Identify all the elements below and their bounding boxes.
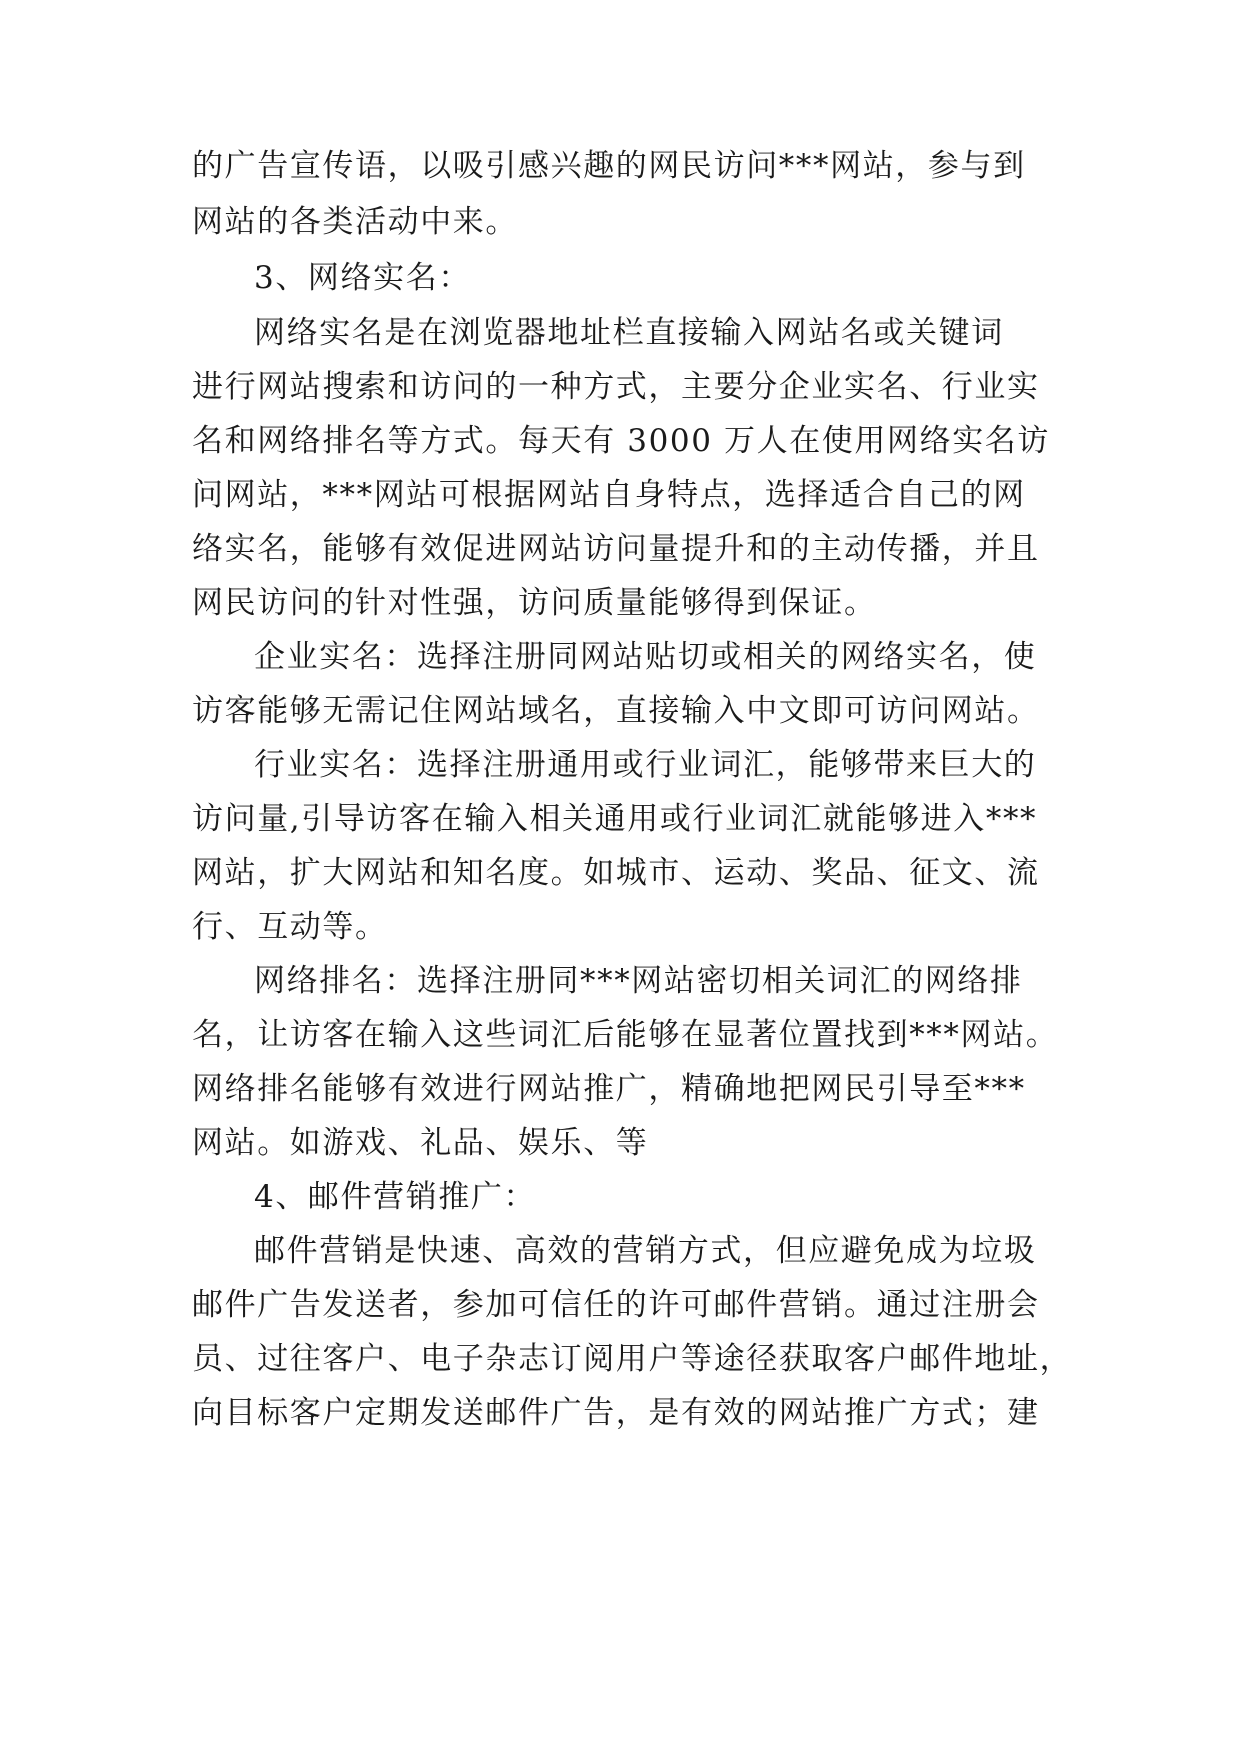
text-line: 网站的各类活动中来。 — [192, 204, 518, 240]
text-line: 邮件广告发送者，参加可信任的许可邮件营销。通过注册会 — [192, 1287, 1040, 1323]
text-line: 进行网站搜索和访问的一种方式，主要分企业实名、行业实 — [192, 369, 1040, 405]
paragraph-first-line: 企业实名：选择注册同网站贴切或相关的网络实名，使 — [254, 639, 1037, 675]
text-line: 名和网络排名等方式。每天有 3000 万人在使用网络实名访 — [192, 423, 1050, 459]
section-heading: 3、网络实名： — [254, 260, 471, 296]
text-line: 网站。如游戏、礼品、娱乐、等 — [192, 1125, 649, 1161]
text-line: 名，让访客在输入这些词汇后能够在显著位置找到***网站。 — [192, 1017, 1059, 1053]
text-line: 访客能够无需记住网站域名，直接输入中文即可访问网站。 — [192, 693, 1040, 729]
paragraph-first-line: 网络实名是在浏览器地址栏直接输入网站名或关键词 — [254, 315, 1004, 351]
text-line: 访问量,引导访客在输入相关通用或行业词汇就能够进入*** — [192, 801, 1038, 837]
text-line: 行、互动等。 — [192, 909, 388, 945]
text-line: 络实名，能够有效促进网站访问量提升和的主动传播，并且 — [192, 531, 1040, 567]
text-line: 的广告宣传语，以吸引感兴趣的网民访问***网站，参与到 — [192, 148, 1026, 184]
text-line: 网络排名能够有效进行网站推广，精确地把网民引导至*** — [192, 1071, 1026, 1107]
paragraph-first-line: 网络排名：选择注册同***网站密切相关词汇的网络排 — [254, 963, 1023, 999]
text-line: 网站，扩大网站和知名度。如城市、运动、奖品、征文、流 — [192, 855, 1040, 891]
text-line: 问网站，***网站可根据网站自身特点，选择适合自己的网 — [192, 477, 1026, 513]
text-line: 向目标客户定期发送邮件广告，是有效的网站推广方式；建 — [192, 1395, 1040, 1431]
paragraph-first-line: 行业实名：选择注册通用或行业词汇，能够带来巨大的 — [254, 747, 1037, 783]
section-heading: 4、邮件营销推广： — [254, 1179, 537, 1215]
text-line: 网民访问的针对性强，访问质量能够得到保证。 — [192, 585, 877, 621]
paragraph-first-line: 邮件营销是快速、高效的营销方式，但应避免成为垃圾 — [254, 1233, 1037, 1269]
text-line: 员、过往客户、电子杂志订阅用户等途径获取客户邮件地址， — [192, 1341, 1073, 1377]
